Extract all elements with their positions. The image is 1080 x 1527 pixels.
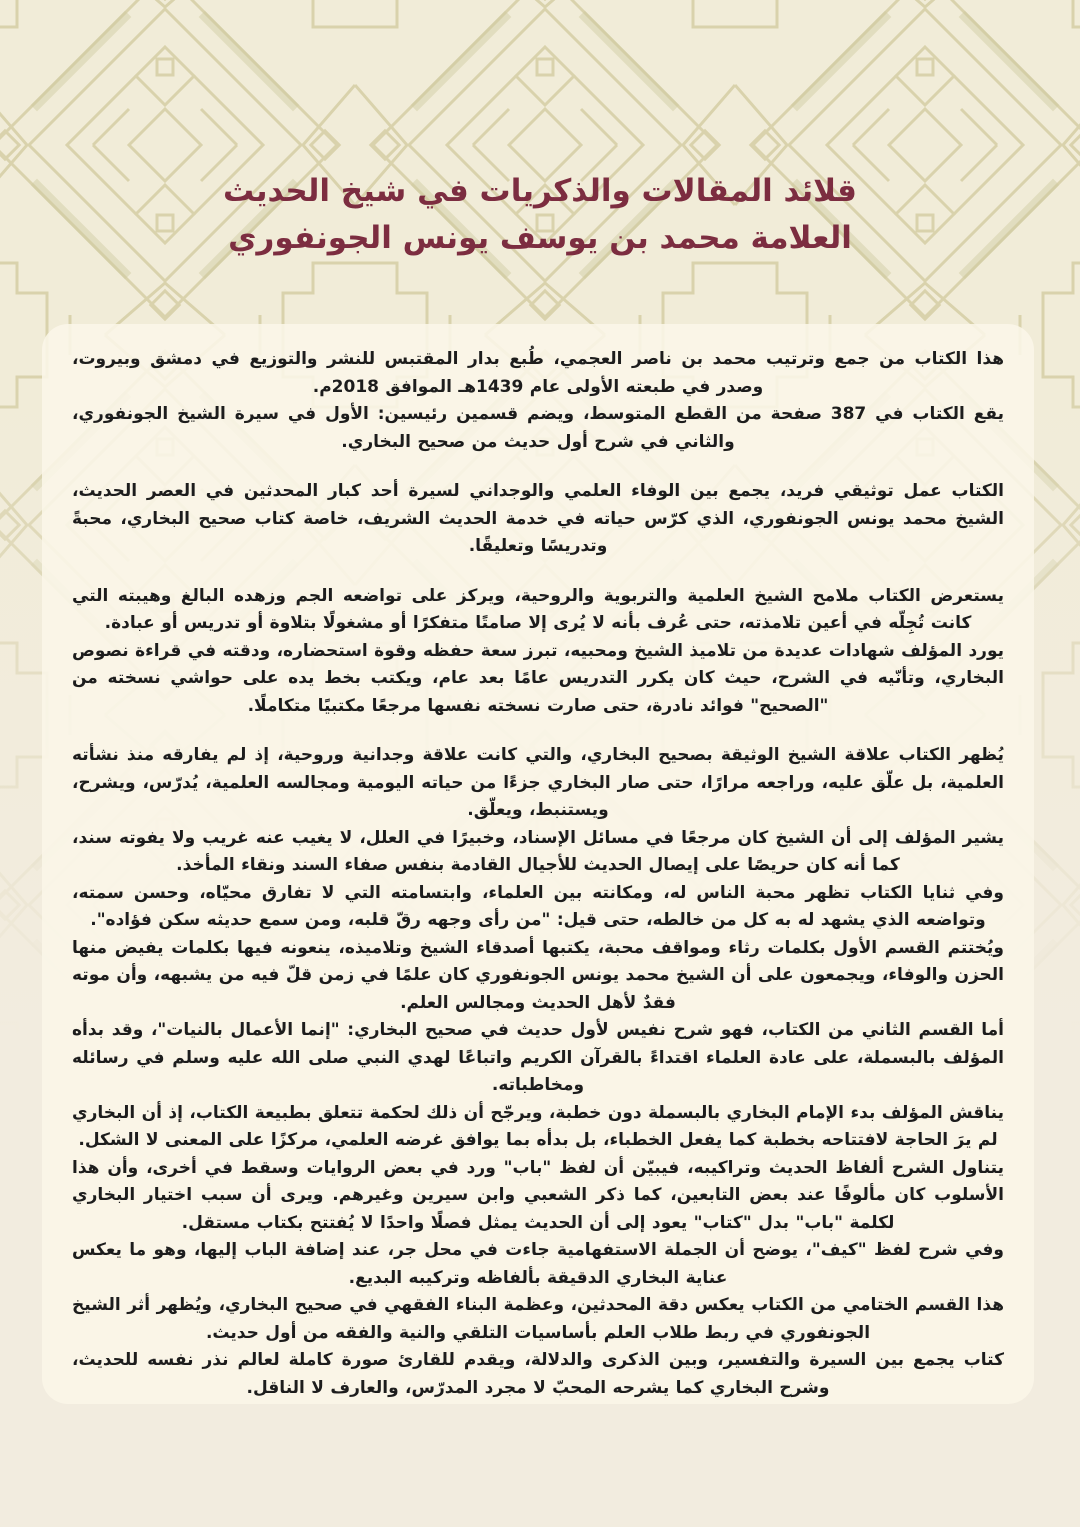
article-paragraph-6: يُظهر الكتاب علاقة الشيخ الوثيقة بصحيح البخاري، والتي كانت علاقة وجدانية وروحية، إذ لم يفارقه منذ نشأته العلمية، بل علّق عليه، وراجعه مرارًا، حتى صار البخاري جزءًا من حياته اليومية ومجالسه العلمية، يُدرّس، ويشرح، ويستنبط، ويعلّق. (72, 745, 1004, 820)
article-paragraph-15: كتاب يجمع بين السيرة والتفسير، وبين الذكرى والدلالة، ويقدم للقارئ صورة كاملة لعالم نذر نفسه للحديث، وشرح البخاري كما يشرحه المحبّ لا مجرد المدرّس، والعارف لا الناقل. (72, 1350, 1004, 1398)
article-paragraph-9: ويُختتم القسم الأول بكلمات رثاء ومواقف محبة، يكتبها أصدقاء الشيخ وتلاميذه، ينعونه فيها بكلمات يفيض منها الحزن والوفاء، ويجمعون على أن الشيخ محمد يونس الجونفوري كان علمًا في زمن قلّ فيه من يشبهه، وأن موته فقدٌ لأهل الحديث ومجالس العلم. (72, 937, 1004, 1013)
article-paragraph-8: وفي ثنايا الكتاب تظهر محبة الناس له، ومكانته بين العلماء، وابتسامته التي لا تفارق محيّاه، وحسن سمته، وتواضعه الذي يشهد له به كل من خالطه، حتى قيل: "من رأى وجهه رقّ قلبه، ومن سمع حديثه سكن فؤاده". (72, 882, 1004, 930)
article-paragraph-10: أما القسم الثاني من الكتاب، فهو شرح نفيس لأول حديث في صحيح البخاري: "إنما الأعمال بالنيات"، وقد بدأه المؤلف بالبسملة، على عادة العلماء اقتداءً بالقرآن الكريم واتباعًا لهدي النبي صلى الله عليه وسلم في رسائله ومخاطباته. (72, 1020, 1004, 1095)
article-paragraph-14: هذا القسم الختامي من الكتاب يعكس دقة المحدثين، وعظمة البناء الفقهي في صحيح البخاري، ويُظهر أثر الشيخ الجونفوري في ربط طلاب العلم بأساسيات التلقي والنية والفقه من أول حديث. (72, 1295, 1004, 1343)
article-paragraph-7: يشير المؤلف إلى أن الشيخ كان مرجعًا في مسائل الإسناد، وخبيرًا في العلل، لا يغيب عنه غريب ولا يفوته سند، كما أنه كان حريصًا على إيصال الحديث للأجيال القادمة بنفس صفاء السند ونقاء المأخذ. (72, 827, 1004, 875)
article-paragraph-2: يقع الكتاب في 387 صفحة من القطع المتوسط، ويضم قسمين رئيسين: الأول في سيرة الشيخ الجونفوري، والثاني في شرح أول حديث من صحيح البخاري. (72, 404, 1004, 452)
article-paragraph-1: هذا الكتاب من جمع وترتيب محمد بن ناصر العجمي، طُبع بدار المقتبس للنشر والتوزيع في دمشق وبيروت، وصدر في طبعته الأولى عام 1439هـ الموافق 2018م. (72, 349, 1004, 397)
page-title (0, 168, 1080, 262)
article-paragraph-12: يتناول الشرح ألفاظ الحديث وتراكيبه، فيبيّن أن لفظ "باب" ورد في بعض الروايات وسقط في أخرى، وأن هذا الأسلوب كان مألوفًا عند بعض التابعين، كما ذكر الشعبي وابن سيرين وغيرهم. ويرى أن سبب اختيار البخاري لكلمة "باب" بدل "كتاب" يعود إلى أن الحديث يمثل فصلًا واحدًا لا يُفتتح بكتاب مستقل. (72, 1157, 1004, 1233)
article-paragraph-3: الكتاب عمل توثيقي فريد، يجمع بين الوفاء العلمي والوجداني لسيرة أحد كبار المحدثين في العصر الحديث، الشيخ محمد يونس الجونفوري، الذي كرّس حياته في خدمة الحديث الشريف، خاصة كتاب صحيح البخاري، محبةً وتدريسًا وتعليقًا. (72, 481, 1004, 556)
page-title-line2: العلامة محمد بن يوسف يونس الجونفوري (228, 220, 852, 256)
article-paragraph-4: يستعرض الكتاب ملامح الشيخ العلمية والتربوية والروحية، ويركز على تواضعه الجم وزهده البالغ وهيبته التي كانت تُجِلّه في أعين تلامذته، حتى عُرف بأنه لا يُرى إلا صامتًا متفكرًا أو مشغولًا بتلاوة أو تدريس أو عبادة. (72, 585, 1004, 633)
article-paragraph-13: وفي شرح لفظ "كيف"، يوضح أن الجملة الاستفهامية جاءت في محل جر، عند إضافة الباب إليها، وهو ما يعكس عناية البخاري الدقيقة بألفاظه وتركيبه البديع. (72, 1240, 1004, 1288)
article-paragraph-11: يناقش المؤلف بدء الإمام البخاري بالبسملة دون خطبة، ويرجّح أن ذلك لحكمة تتعلق بطبيعة الكتاب، إذ أن البخاري لم يرَ الحاجة لافتتاحه بخطبة كما يفعل الخطباء، بل بدأه بما يوافق غرضه العلمي، مركزًا على المعنى لا الشكل. (72, 1102, 1004, 1150)
page-title-line1: قلائد المقالات والذكريات في شيخ الحديث (223, 173, 857, 209)
content-card (42, 324, 1034, 1404)
article-paragraph-5: يورد المؤلف شهادات عديدة من تلاميذ الشيخ ومحبيه، تبرز سعة حفظه وقوة استحضاره، ودقته في قراءة نصوص البخاري، وتأنّيه في الشرح، حيث كان يكرر التدريس عامًا بعد عام، ويكتب بخط يده على حواشي نسخته من "الصحيح" فوائد نادرة، حتى صارت نسخته نفسها مرجعًا مكتبيًا متكاملًا. (72, 640, 1004, 716)
